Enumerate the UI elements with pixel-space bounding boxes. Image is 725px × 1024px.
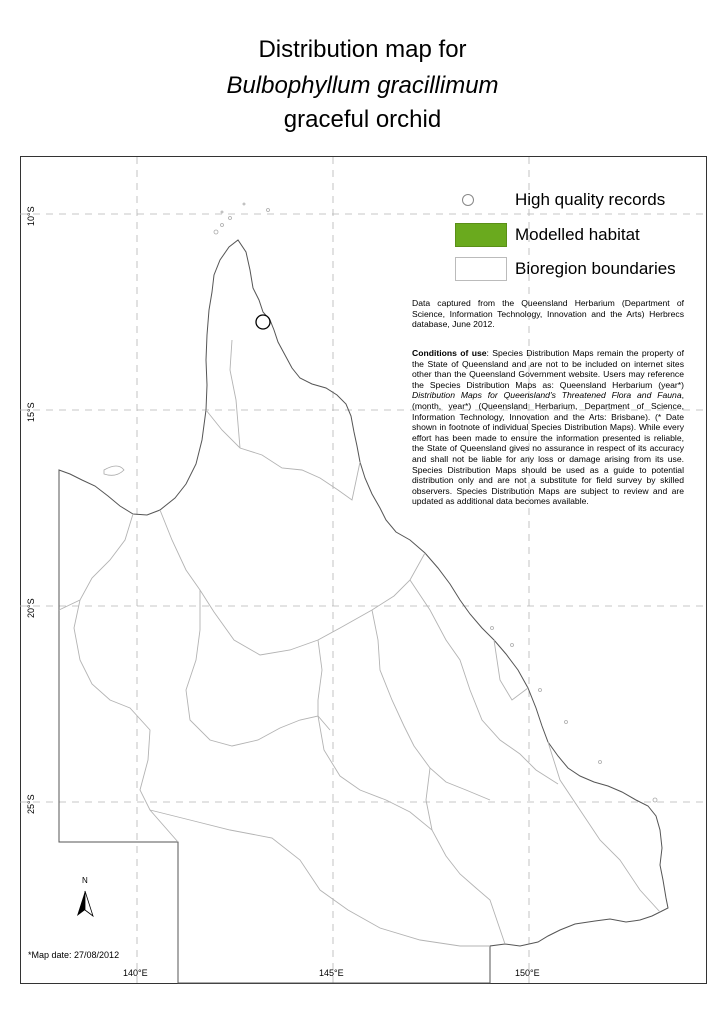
- legend-boundaries: [455, 256, 676, 282]
- map-date: *Map date: 27/08/2012: [28, 950, 120, 960]
- legend-records-label: High quality records: [515, 190, 666, 209]
- conditions-text-a: : Species Distribution Maps remain the property of the State of Queensland and are not to be included on internet sites other than the Queensland Government website. Users may reference the Species Distribution Maps as: Queensland Herbarium (year*): [412, 348, 684, 390]
- lon-label-140e: 140°E: [123, 968, 148, 978]
- lon-label-150e: 150°E: [515, 968, 540, 978]
- species-name: Bulbophyllum gracillimum: [226, 72, 499, 99]
- lat-label-20s: 20°S: [26, 598, 36, 618]
- boundary-swatch: [455, 257, 507, 281]
- lon-label-145e: 145°E: [319, 968, 344, 978]
- lat-label-15s: 15°S: [26, 402, 36, 422]
- habitat-swatch: [455, 223, 507, 247]
- legend-boundaries-label: Bioregion boundaries: [515, 259, 676, 278]
- conditions-text-b: , (month, year*) (Queensland Herbarium, Department of Science, Information Technology, Innovation and the Arts: Brisbane). (* Date shown in footnote of individual Species Distribution Maps). While every effort has been made to ensure the information presented is reliable, the State of Queensland gives no assurance in respect of its accuracy and shall not be liable for any loss or damage arising from its use. Species Distribution Maps should be used as a guide to potential distribution only and are not a substitute for field survey by skilled observers. Species Distribution Maps are subject to review and are updated as additional data becomes available.: [412, 390, 684, 507]
- legend-habitat: [455, 222, 640, 248]
- high-quality-record-marker: [256, 315, 270, 329]
- north-label: N: [82, 876, 88, 885]
- legend-records: [455, 187, 665, 213]
- lat-label-10s: 10°S: [26, 206, 36, 226]
- north-arrow-icon: [77, 891, 93, 916]
- common-name: graceful orchid: [283, 106, 442, 133]
- conditions-text-italic: Distribution Maps for Queensland's Threatened Flora and Fauna: [412, 390, 682, 401]
- legend-habitat-label: Modelled habitat: [515, 225, 640, 244]
- conditions-note: [412, 348, 684, 507]
- map-title: Distribution map for: [258, 36, 467, 63]
- conditions-label: Conditions of use: [412, 348, 487, 358]
- lat-label-25s: 25°S: [26, 794, 36, 814]
- data-source-note: Data captured from the Queensland Herbarium (Department of Science, Information Technology, Innovation and the Arts) Herbrecs database, June 2012.: [412, 298, 684, 330]
